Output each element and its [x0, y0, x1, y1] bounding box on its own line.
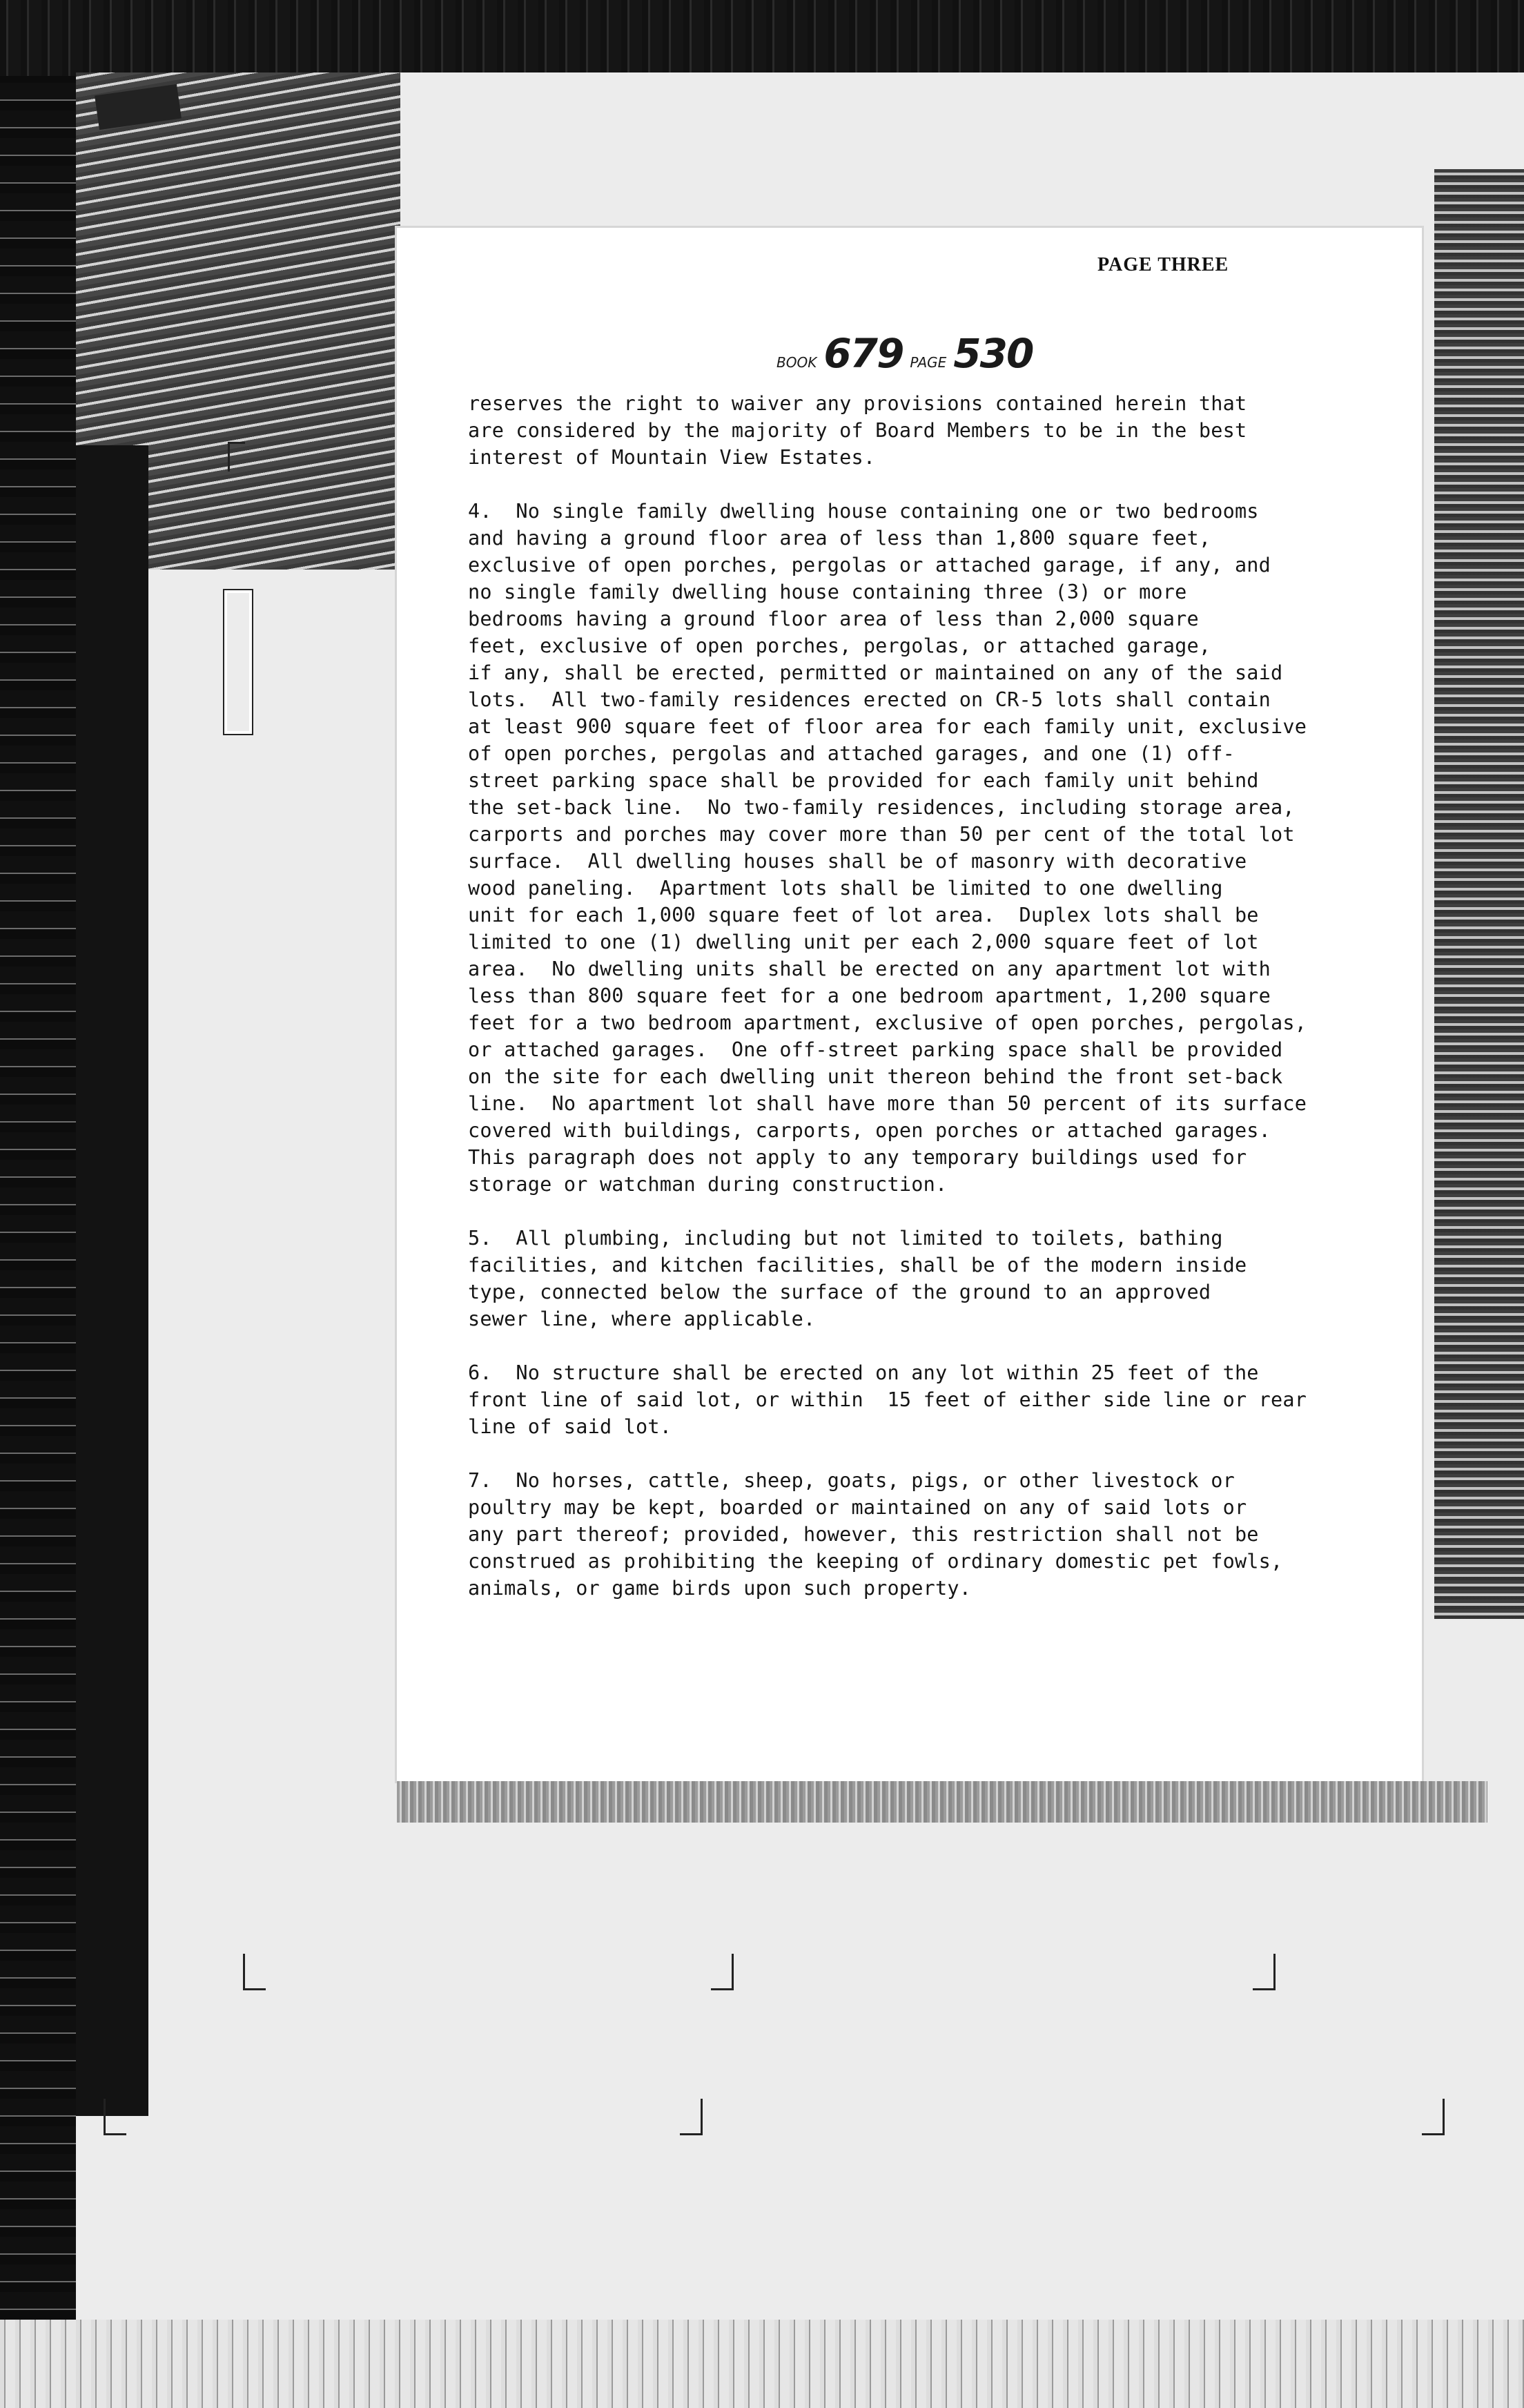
text-line: reserves the right to waiver any provisions contained herein that: [468, 392, 1247, 415]
paragraph: [468, 1225, 1386, 1332]
scan-border-bottom: [0, 2320, 1524, 2408]
page-label: PAGE THREE: [1097, 254, 1229, 275]
text-line: street parking space shall be provided for each family unit behind: [468, 769, 1259, 792]
text-line: or attached garages. One off-street parking space shall be provided: [468, 1038, 1283, 1061]
text-line: the set-back line. No two-family residences, including storage area,: [468, 796, 1295, 819]
corner-bracket: [104, 2099, 126, 2135]
text-line: less than 800 square feet for a one bedroom apartment, 1,200 square: [468, 984, 1271, 1007]
text-line: sewer line, where applicable.: [468, 1308, 816, 1330]
text-line: facilities, and kitchen facilities, shall be of the modern inside: [468, 1254, 1247, 1276]
corner-bracket: [1253, 1954, 1276, 1990]
corner-bracket: [243, 1954, 266, 1990]
text-line: and having a ground floor area of less than 1,800 square feet,: [468, 527, 1211, 550]
text-line: unit for each 1,000 square feet of lot area. Duplex lots shall be: [468, 904, 1259, 926]
text-line: covered with buildings, carports, open porches or attached garages.: [468, 1119, 1271, 1142]
binding-hole-marker: [224, 590, 252, 734]
scan-border-left: [0, 76, 76, 2320]
text-line: wood paneling. Apartment lots shall be limited to one dwelling: [468, 877, 1223, 900]
text-line: feet for a two bedroom apartment, exclusive of open porches, pergolas,: [468, 1011, 1307, 1034]
paragraph: [468, 498, 1386, 1198]
stamp-book-label: BOOK: [776, 354, 817, 371]
text-line: bedrooms having a ground floor area of less than 2,000 square: [468, 608, 1199, 630]
book-page-stamp: [776, 330, 1033, 377]
text-line: This paragraph does not apply to any temporary buildings used for: [468, 1146, 1247, 1169]
text-line: line. No apartment lot shall have more than 50 percent of its surface: [468, 1092, 1307, 1115]
paragraph: [468, 1467, 1386, 1602]
scan-border-top: [0, 0, 1524, 83]
text-line: no single family dwelling house containing three (3) or more: [468, 581, 1187, 603]
corner-bracket: [1422, 2099, 1445, 2135]
text-line: at least 900 square feet of floor area for each family unit, exclusive: [468, 715, 1307, 738]
corner-bracket: [711, 1954, 734, 1990]
text-line: 7. No horses, cattle, sheep, goats, pigs, or other livestock or: [468, 1469, 1235, 1492]
paragraph: [468, 1359, 1386, 1440]
stamp-page-number: 530: [953, 330, 1033, 377]
paragraph: [468, 390, 1386, 471]
text-line: are considered by the majority of Board Members to be in the best: [468, 419, 1247, 442]
text-line: storage or watchman during construction.: [468, 1173, 948, 1196]
text-line: animals, or game birds upon such property.: [468, 1577, 972, 1600]
stamp-book-number: 679: [823, 330, 903, 377]
text-line: exclusive of open porches, pergolas or attached garage, if any, and: [468, 554, 1271, 576]
text-line: surface. All dwelling houses shall be of masonry with decorative: [468, 850, 1247, 873]
binder-edge: [76, 445, 148, 2116]
text-line: line of said lot.: [468, 1415, 672, 1438]
text-line: of open porches, pergolas and attached garages, and one (1) off-: [468, 742, 1235, 765]
text-line: front line of said lot, or within 15 feet of either side line or rear: [468, 1388, 1307, 1411]
text-line: carports and porches may cover more than 50 per cent of the total lot: [468, 823, 1295, 846]
text-line: any part thereof; provided, however, this restriction shall not be: [468, 1523, 1259, 1546]
text-line: type, connected below the surface of the ground to an approved: [468, 1281, 1211, 1303]
text-line: on the site for each dwelling unit thereon behind the front set-back: [468, 1065, 1283, 1088]
text-line: lots. All two-family residences erected on CR-5 lots shall contain: [468, 688, 1271, 711]
text-line: area. No dwelling units shall be erected on any apartment lot with: [468, 958, 1271, 980]
corner-bracket: [228, 442, 245, 472]
sheet-shadow-band: [397, 1781, 1487, 1823]
document-body: [468, 390, 1386, 1629]
text-line: poultry may be kept, boarded or maintained on any of said lots or: [468, 1496, 1247, 1519]
text-line: feet, exclusive of open porches, pergolas, or attached garage,: [468, 634, 1211, 657]
text-line: interest of Mountain View Estates.: [468, 446, 876, 469]
corner-bracket: [680, 2099, 703, 2135]
text-line: limited to one (1) dwelling unit per each 2,000 square feet of lot: [468, 931, 1259, 953]
text-line: 4. No single family dwelling house containing one or two bedrooms: [468, 500, 1259, 523]
text-line: construed as prohibiting the keeping of ordinary domestic pet fowls,: [468, 1550, 1283, 1573]
stamp-page-label: PAGE: [910, 354, 947, 371]
text-line: 6. No structure shall be erected on any lot within 25 feet of the: [468, 1361, 1259, 1384]
text-line: 5. All plumbing, including but not limited to toilets, bathing: [468, 1227, 1223, 1250]
text-line: if any, shall be erected, permitted or maintained on any of the said: [468, 661, 1283, 684]
